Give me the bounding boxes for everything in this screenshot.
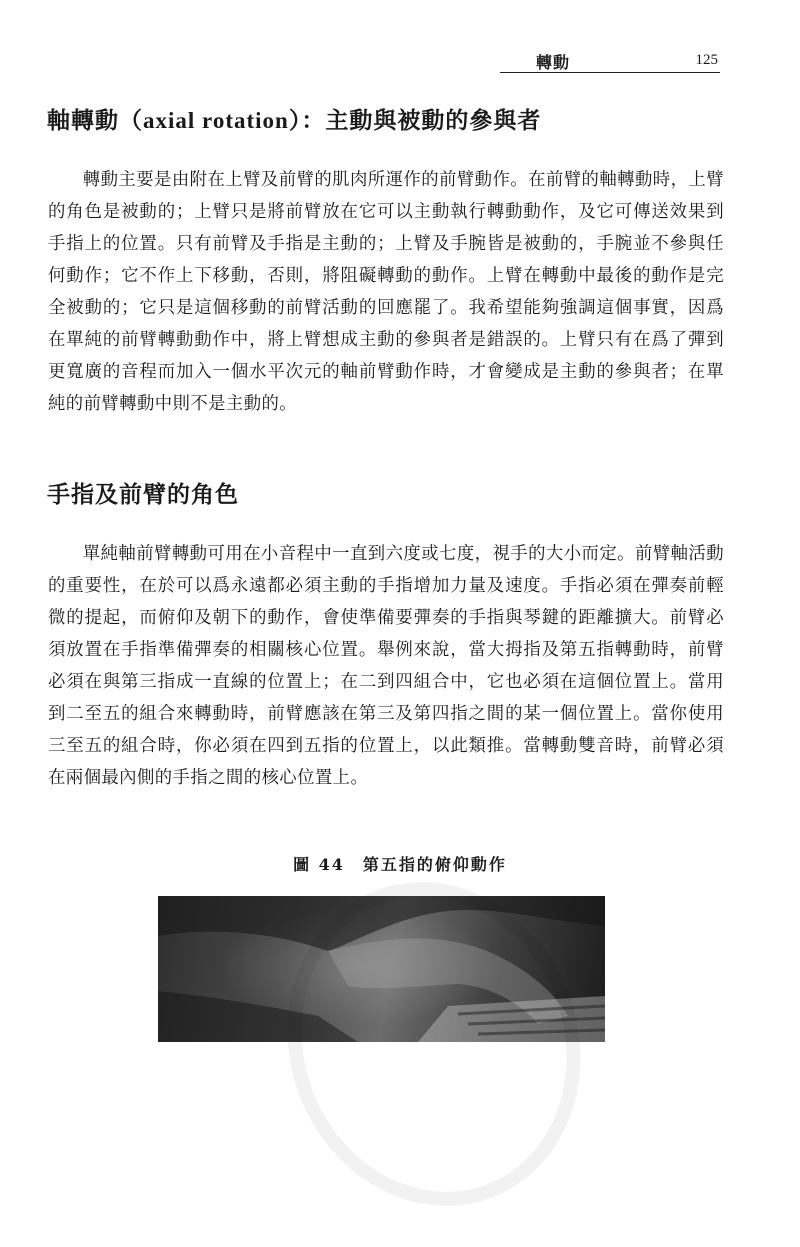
figure-caption: 圖 44 第五指的俯仰動作 <box>293 855 507 874</box>
running-title: 轉動 <box>536 53 571 72</box>
section-heading-axial-rotation <box>47 106 541 136</box>
heading-text-pre: 軸轉動（ <box>47 107 143 134</box>
heading-text-latin: axial rotation <box>143 108 289 133</box>
running-header <box>500 50 720 73</box>
paragraph-finger-forearm-role: 單純軸前臂轉動可用在小音程中一直到六度或七度，視手的大小而定。前臂軸活動的重要性，在於可以爲永遠都必須主動的手指增加力量及速度。手指必須在彈奏前輕微的提起，而俯仰及朝下的動作，會使準備要彈奏的手指與琴鍵的距離擴大。前臂必須放置在手指準備彈奏的相關核心位置。舉例來說，當大拇指及第五指轉動時，前臂必須在與第三指成一直線的位置上；在二到四組合中，它也必須在這個位置上。當用到二至五的組合來轉動時，前臂應該在第三及第四指之間的某一個位置上。當你使用三至五的組合時，你必須在四到五指的位置上，以此類推。當轉動雙音時，前臂必須在兩個最內側的手指之間的核心位置上。 <box>48 544 724 788</box>
page-number: 125 <box>695 52 718 68</box>
section-heading-finger-forearm-role: 手指及前臂的角色 <box>47 481 239 508</box>
paragraph-axial-rotation: 轉動主要是由附在上臂及前臂的肌肉所運作的前臂動作。在前臂的軸轉動時，上臂的角色是被動的；上臂只是將前臂放在它可以主動執行轉動動作，及它可傳送效果到手指上的位置。只有前臂及手指是主動的；上臂及手腕皆是被動的，手腕並不參與任何動作；它不作上下移動，否則，將阻礙轉動的動作。上臂在轉動中最後的動作是完全被動的；它只是這個移動的前臂活動的回應罷了。我希望能夠強調這個事實，因爲在單純的前臂轉動動作中，將上臂想成主動的參與者是錯誤的。上臂只有在爲了彈到更寬廣的音程而加入一個水平次元的軸前臂動作時，才會變成是主動的參與者；在單純的前臂轉動中則不是主動的。 <box>48 170 724 414</box>
heading-text-post: ）：主動與被動的參與者 <box>288 107 542 134</box>
